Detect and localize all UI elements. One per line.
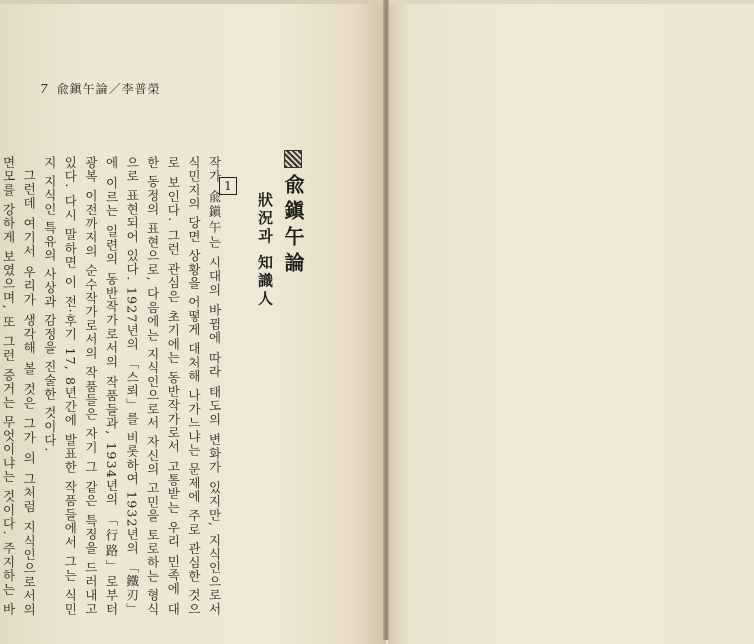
section-title: 狀況과 知識人: [256, 192, 274, 309]
chapter-mark-icon: [284, 150, 302, 168]
body-text: [1, 156, 224, 616]
page-number: 7: [40, 82, 49, 96]
right-page: [388, 0, 754, 644]
running-head: [40, 80, 161, 97]
paragraph: 그런데 여기서 우리가 생각해 볼 것은 그가 의 그처럼 지식인으로서의 면모를 강하게 보였으며, 또 그런 증거는 무엇이냐는 것이다. 주지하는 바: [1, 156, 37, 616]
chapter-title: [281, 150, 308, 278]
book-gutter: [383, 0, 389, 640]
running-head-title: 兪鎭午論／李普榮: [56, 82, 161, 96]
paragraph: 작가 兪鎭午는 시대의 바뀜에 따라 태도의 변화가 있지만, 지식인으로서 식민지의 당면 상황을 어떻게 대처해 나가느냐는 문제에 주로 관심한 것으로 보인다. 그런 관심은 초기에는 동반작가로서 고통받는 우리 민족에 대한 동정의 표현으로, 다음에는 지식인으로서 자신의 고민을 토로하는 형식으로 표현되어 있다. 1927년의 「스뢰」를 비롯하여 1932년의 「鐵刃」에 이르는 일련의 동반작가로서의 작품들과, 1934년의 「行路」로부터 광복 이전까지의 순수작가로서의 작품들은 자기 그 같은 특징을 드러내고 있다. 다시 말하면 이 전·후기 17, 8년간에 발표한 작품들에서 그는 식민지 지식인 특유의 사상과 감정을 진술한 것이다.: [42, 156, 222, 616]
section-number: 1: [219, 177, 237, 195]
chapter-title-text: 兪鎭午論: [281, 174, 305, 278]
